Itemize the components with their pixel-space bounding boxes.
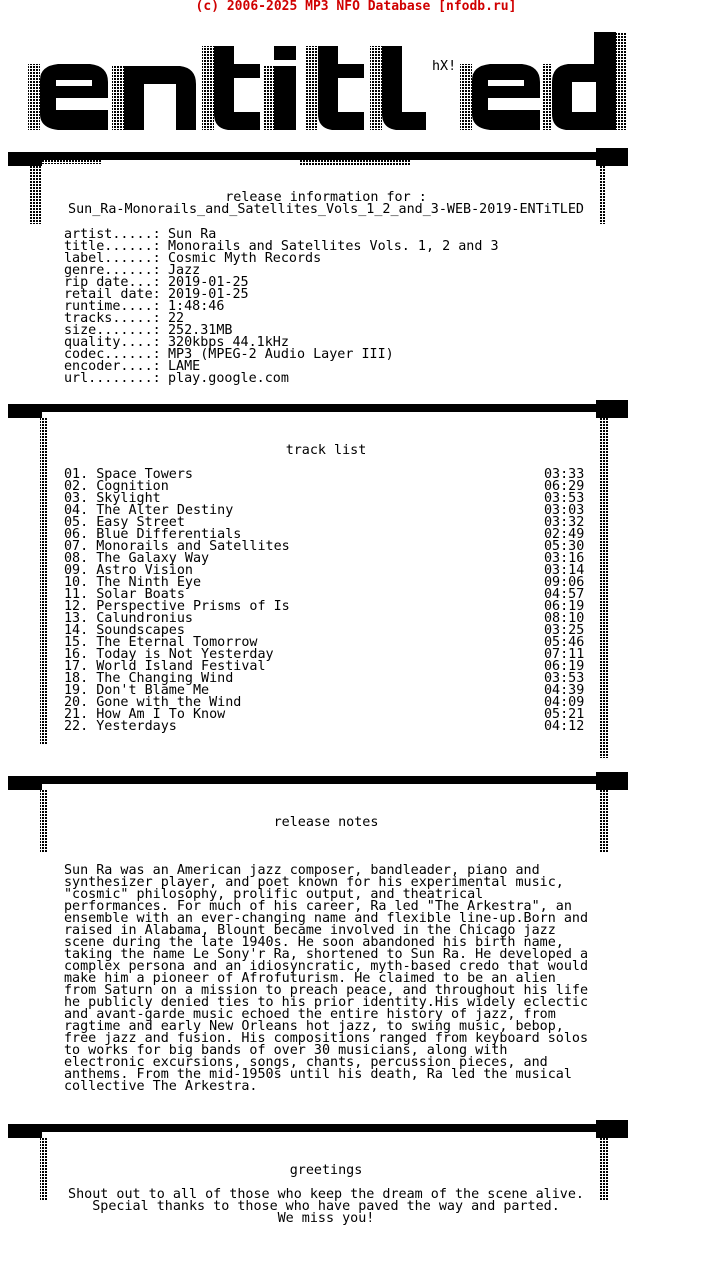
track-number: 17. [64,659,97,674]
notes-line: from Saturn on a mission to preach peace, and throughout his life [64,983,589,998]
track-number: 21. [64,707,97,722]
track-duration: 07:11 [544,647,585,662]
notes-line: performances. For much of his career, Ra led "The Arkestra", an [64,899,572,914]
track-title: Yesterdays [96,719,177,734]
track-title: Skylight [96,491,161,506]
track-number: 06. [64,527,97,542]
track-duration: 03:16 [544,551,585,566]
field-key: runtime....: [64,299,161,314]
release-heading: release information for : [225,190,427,205]
field-key: rip date...: [64,275,161,290]
logo-letter-l [370,46,426,130]
field-key: retail date: [64,287,161,302]
track-duration: 05:21 [544,707,585,722]
track-row [64,721,604,733]
track-number: 02. [64,479,97,494]
notes-line: synthesizer player, and poet known for his experimental music, [64,875,564,890]
track-duration: 08:10 [544,611,585,626]
track-title: Space Towers [96,467,193,482]
track-number: 07. [64,539,97,554]
track-duration: 04:09 [544,695,585,710]
track-title: How Am I To Know [96,707,226,722]
notes-line: complex persona and an idiosyncratic, myth-based credo that would [64,959,589,974]
track-title: Astro Vision [96,563,193,578]
track-title: Cognition [96,479,169,494]
logo-letter-n [112,66,196,130]
track-number: 03. [64,491,97,506]
track-duration: 06:19 [544,659,585,674]
track-duration: 04:57 [544,587,585,602]
track-title: The Ninth Eye [96,575,202,590]
track-title: The Galaxy Way [96,551,210,566]
logo-tag: hX! [432,59,457,74]
field-key: label......: [64,251,161,266]
track-number: 11. [64,587,97,602]
notes-line: collective The Arkestra. [64,1079,258,1094]
track-number: 09. [64,563,97,578]
track-number: 18. [64,671,97,686]
field-key: artist.....: [64,227,161,242]
track-title: Blue Differentials [96,527,242,542]
notes-line: taking the name Le Sony'r Ra, shortened to Sun Ra. He developed a [64,947,589,962]
notes-line: Sun Ra was an American jazz composer, bandleader, piano and [64,863,540,878]
track-title: Monorails and Satellites [96,539,290,554]
group-logo [0,18,712,136]
notes-heading: release notes [273,815,379,830]
track-title: Soundscapes [96,623,185,638]
logo-letter-t [202,46,260,130]
field-key: title......: [64,239,161,254]
frame-notes [0,772,712,852]
notes-line: free jazz and fusion. His compositions ranged from keyboard solos [64,1031,589,1046]
field-value: Jazz [168,263,201,278]
field-value: 1:48:46 [168,299,225,314]
track-duration: 02:49 [544,527,585,542]
track-duration: 09:06 [544,575,585,590]
notes-line: electronic excursions, songs, chants, percussion pieces, and [64,1055,548,1070]
field-value: Monorails and Satellites Vols. 1, 2 and 3 [168,239,499,254]
logo-letter-d [542,32,626,130]
track-duration: 03:14 [544,563,585,578]
track-duration: 03:03 [544,503,585,518]
logo-letter-e [28,64,108,130]
track-number: 10. [64,575,97,590]
track-duration: 04:12 [544,719,585,734]
track-number: 13. [64,611,97,626]
release-name: Sun_Ra-Monorails_and_Satellites_Vols_1_2_and_3-WEB-2019-ENTiTLED [68,202,584,217]
track-number: 05. [64,515,97,530]
track-title: Solar Boats [96,587,185,602]
track-duration: 03:25 [544,623,585,638]
track-number: 15. [64,635,97,650]
logo-letter-e2 [460,64,540,130]
release-notes-text [64,865,588,1093]
field-value: 2019-01-25 [168,275,249,290]
site-banner: (c) 2006-2025 MP3 NFO Database [nfodb.ru] [195,0,517,14]
track-title: The Changing Wind [96,671,234,686]
track-number: 04. [64,503,97,518]
notes-line: raised in Alabama, Blount became involved in the Chicago jazz [64,923,556,938]
notes-line: ragtime and early New Orleans hot jazz, to swing music, bebop, [64,1019,564,1034]
field-key: encoder....: [64,359,161,374]
track-number: 08. [64,551,97,566]
track-number: 14. [64,623,97,638]
track-title: Gone with the Wind [96,695,242,710]
field-value: Sun Ra [168,227,217,242]
track-list [64,469,604,733]
track-number: 19. [64,683,97,698]
release-field [64,373,499,385]
field-value: 320kbps 44.1kHz [168,335,289,350]
greetings-line: Shout out to all of those who keep the dream of the scene alive. [68,1187,584,1202]
track-number: 22. [64,719,97,734]
tracklist-heading: track list [285,443,367,458]
notes-line: "cosmic" philosophy, prolific output, and theatrical [64,887,484,902]
field-value: 252.31MB [168,323,233,338]
track-title: World Island Festival [96,659,266,674]
field-value: 22 [168,311,185,326]
track-title: The Eternal Tomorrow [96,635,258,650]
track-duration: 06:29 [544,479,585,494]
notes-line: ensemble with an ever-changing name and flexible line-up.Born and [64,911,589,926]
track-title: Perspective Prisms of Is [96,599,290,614]
logo-letter-t2 [306,46,364,130]
field-key: size.......: [64,323,161,338]
track-title: Don't Blame Me [96,683,210,698]
field-value: Cosmic Myth Records [168,251,322,266]
notes-line: he publicly denied ties to his prior identity.His widely eclectic [64,995,589,1010]
track-duration: 03:53 [544,671,585,686]
release-info-list [64,229,499,385]
greetings-text [0,1189,652,1225]
field-value: 2019-01-25 [168,287,249,302]
field-value: LAME [168,359,201,374]
track-title: Today is Not Yesterday [96,647,274,662]
track-title: Easy Street [96,515,185,530]
track-number: 12. [64,599,97,614]
track-duration: 03:33 [544,467,585,482]
logo-letter-i [264,46,296,130]
track-number: 16. [64,647,97,662]
field-key: quality....: [64,335,161,350]
field-key: codec......: [64,347,161,362]
greetings-line: We miss you! [277,1211,375,1226]
track-number: 20. [64,695,97,710]
field-key: tracks.....: [64,311,161,326]
notes-line: and avant-garde music echoed the entire history of jazz, from [64,1007,556,1022]
field-key: genre......: [64,263,161,278]
track-title: The Alter Destiny [96,503,234,518]
greetings-heading: greetings [289,1163,363,1178]
greetings-line: Special thanks to those who have paved the way and parted. [92,1199,560,1214]
track-duration: 04:39 [544,683,585,698]
notes-line: scene during the late 1940s. He soon abandoned his birth name, [64,935,564,950]
track-duration: 03:32 [544,515,585,530]
track-number: 01. [64,467,97,482]
notes-line: anthems. From the mid-1950s until his death, Ra led the musical [64,1067,572,1082]
track-title: Calundronius [96,611,193,626]
notes-line: make him a pioneer of Afrofuturism. He claimed to be an alien [64,971,556,986]
track-duration: 05:46 [544,635,585,650]
field-key: url........: [64,371,161,386]
track-duration: 06:19 [544,599,585,614]
field-value: MP3 (MPEG-2 Audio Layer III) [168,347,394,362]
field-value: play.google.com [168,371,289,386]
track-duration: 05:30 [544,539,585,554]
notes-line: to works for big bands of over 30 musicians, along with [64,1043,508,1058]
track-duration: 03:53 [544,491,585,506]
